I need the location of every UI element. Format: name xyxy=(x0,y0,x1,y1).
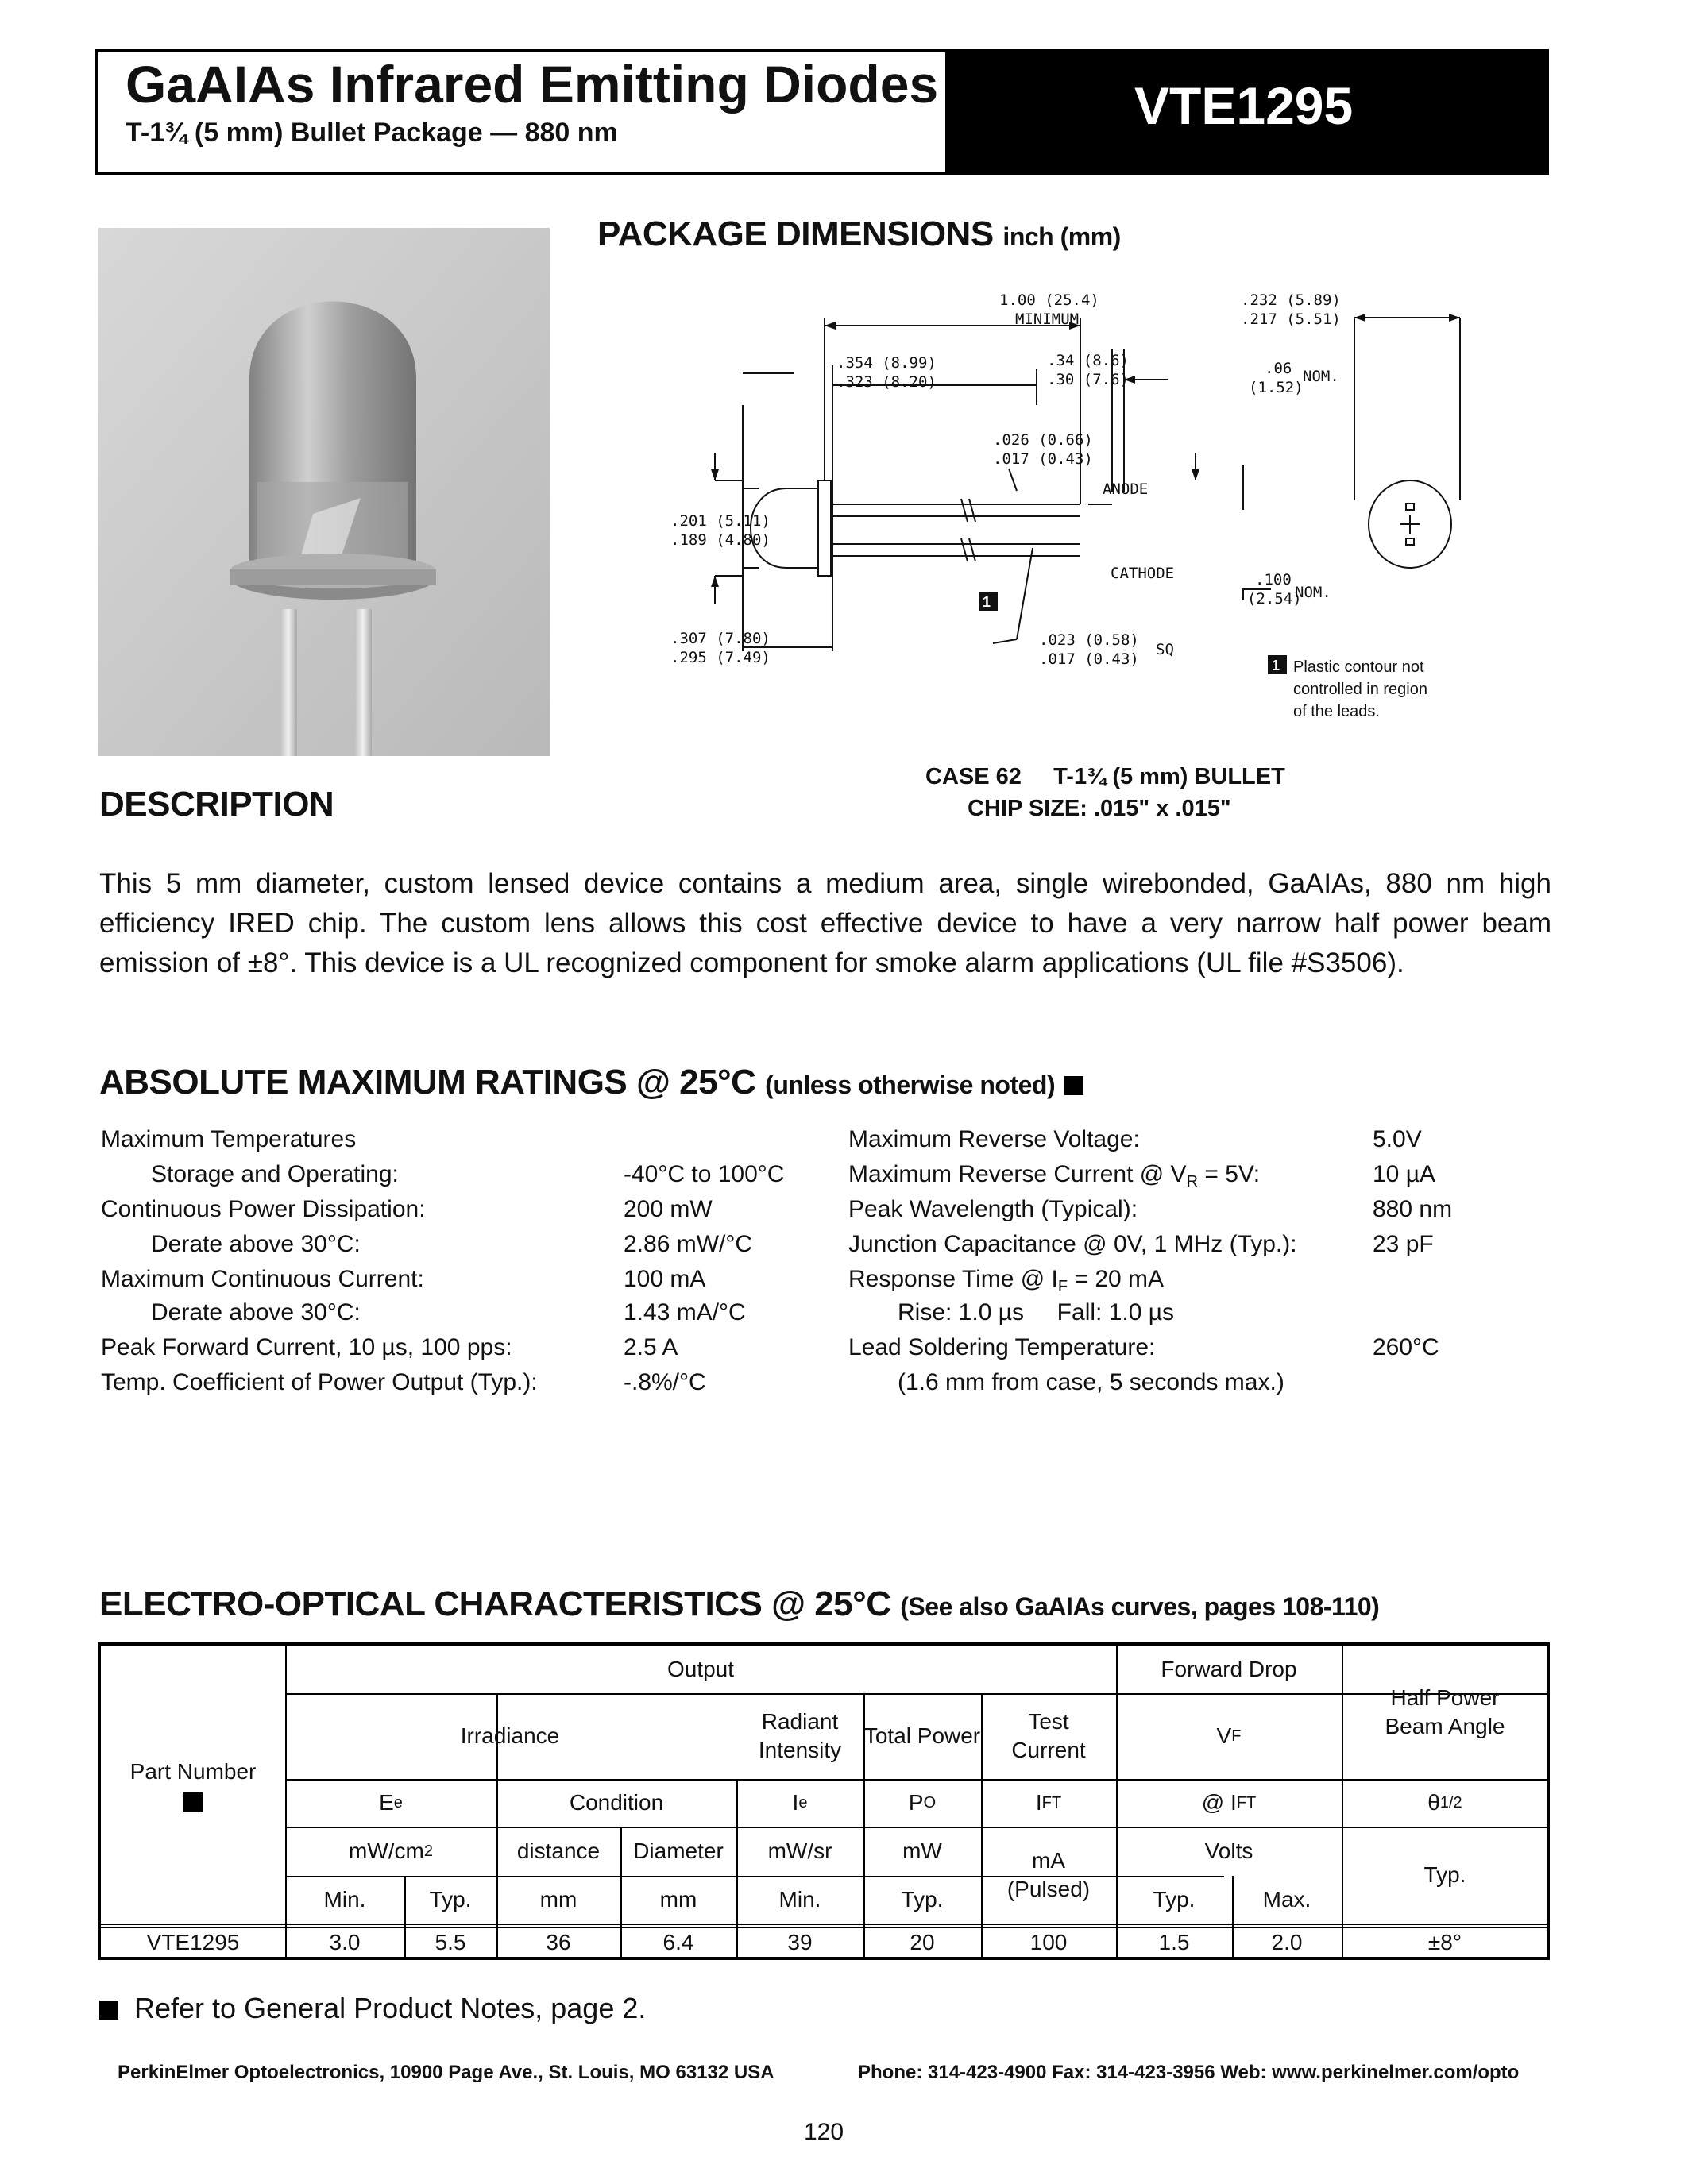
ee-text: E xyxy=(379,1790,394,1815)
rating-label-text: Maximum Reverse Current @ V xyxy=(848,1161,1187,1187)
vf-max-header: Max. xyxy=(1262,1887,1311,1912)
vf-header xyxy=(1116,1693,1342,1779)
dim-sq: SQ xyxy=(1156,641,1174,658)
dim-pitch-mm: (2.54) xyxy=(1247,590,1302,608)
dim-mid-min: .30 (7.6) xyxy=(1047,371,1129,388)
rating-label: Maximum Continuous Current: xyxy=(101,1266,424,1292)
general-notes-text: Refer to General Product Notes, page 2. xyxy=(134,1992,647,2024)
package-dimensions-heading xyxy=(597,214,1121,254)
dim-lead-length: 1.00 (25.4) xyxy=(999,291,1099,309)
dim-flange-dia-max: .307 (7.80) xyxy=(670,630,771,647)
at-ift-sub: FT xyxy=(1236,1794,1257,1812)
rating-label-text: Response Time @ I xyxy=(848,1266,1058,1292)
radiant-intensity-header: Radiant Intensity xyxy=(758,1709,842,1762)
note-square-icon xyxy=(99,2001,118,2020)
rating-label: Peak Wavelength (Typical): xyxy=(848,1196,1138,1222)
unit-intensity: mW/sr xyxy=(767,1839,832,1863)
description-text: This 5 mm diameter, custom lensed device contains a medium area, single wirebonded, GaAIAs, 880 nm high efficiency IRED chip. The custom lens allows this cost effective device to have a very narrow half power beam emission of ±8°. This device is a UL recognized component for smoke alarm applications (UL file #S3506). xyxy=(99,868,1551,978)
test-current-header: Test Current xyxy=(1011,1709,1086,1762)
irradiance-header: Irradiance xyxy=(460,1723,560,1748)
ee-typ-header: Typ. xyxy=(429,1887,472,1912)
vf-text: V xyxy=(1216,1723,1232,1748)
unit-power: mW xyxy=(902,1839,942,1863)
dim-flange-dia-min: .295 (7.49) xyxy=(670,649,771,666)
rating-label xyxy=(848,1266,1164,1296)
rating-label: Derate above 30°C: xyxy=(151,1231,361,1257)
at-ift-text: @ I xyxy=(1201,1790,1237,1815)
theta-text: θ xyxy=(1427,1790,1440,1815)
rating-label: Rise: 1.0 µs Fall: 1.0 µs xyxy=(898,1299,1175,1325)
note-square-icon xyxy=(183,1792,203,1812)
rating-value: 880 nm xyxy=(1373,1196,1453,1222)
electro-optical-table xyxy=(98,1642,1550,1960)
dim-lead-sq-min: .017 (0.43) xyxy=(1039,650,1139,668)
dim-diameter-max: .232 (5.89) xyxy=(1241,291,1341,309)
theta-symbol xyxy=(1342,1779,1548,1827)
ift-text: I xyxy=(1035,1790,1042,1815)
package-heading-units: inch (mm) xyxy=(1002,222,1121,251)
diameter-header: Diameter xyxy=(633,1839,724,1863)
footer-contact: Phone: 314-423-4900 Fax: 314-423-3956 Web: www.perkinelmer.com/opto xyxy=(858,2062,1520,2083)
unit-irradiance-text: mW/cm xyxy=(349,1839,424,1863)
dim-lead-width-min: .017 (0.43) xyxy=(993,450,1093,468)
rating-value: 2.86 mW/°C xyxy=(624,1231,753,1257)
rating-label xyxy=(848,1161,1260,1191)
rating-value: 2.5 A xyxy=(624,1334,678,1360)
label-anode: ANODE xyxy=(1103,480,1149,498)
ift-symbol xyxy=(981,1779,1116,1827)
page-subtitle: T-1¾ (5 mm) Bullet Package — 880 nm xyxy=(126,118,618,148)
ratings-heading xyxy=(99,1063,1083,1102)
note-line-1: Plastic contour not xyxy=(1293,658,1424,676)
header-part-number: VTE1295 xyxy=(1134,76,1354,135)
rating-label: Lead Soldering Temperature: xyxy=(848,1334,1156,1360)
rating-label-sub: F xyxy=(1057,1278,1068,1295)
ee-sub: e xyxy=(393,1794,403,1812)
unit-irradiance-sup: 2 xyxy=(423,1843,433,1860)
unit-pulsed: (Pulsed) xyxy=(1006,1877,1091,1901)
dim-lens-min: .189 (4.80) xyxy=(670,531,771,549)
dim-diameter-min: .217 (5.51) xyxy=(1241,311,1341,328)
half-power-header: Half Power Beam Angle xyxy=(1385,1685,1505,1738)
angle-typ-header: Typ. xyxy=(1423,1862,1466,1887)
package-heading-text: PACKAGE DIMENSIONS xyxy=(597,214,994,253)
table-cell-diameter: 6.4 xyxy=(662,1930,694,1954)
rating-label: (1.6 mm from case, 5 seconds max.) xyxy=(898,1369,1284,1395)
rating-value: 23 pF xyxy=(1373,1231,1434,1257)
rating-value: 1.43 mA/°C xyxy=(624,1299,746,1325)
footer-address: PerkinElmer Optoelectronics, 10900 Page Ave., St. Louis, MO 63132 USA xyxy=(118,2062,774,2083)
table-cell-ee-typ: 5.5 xyxy=(435,1930,466,1954)
table-row-part: VTE1295 xyxy=(146,1930,240,1954)
rating-label: Storage and Operating: xyxy=(151,1161,399,1187)
electro-optical-heading xyxy=(99,1584,1379,1624)
rating-value: -40°C to 100°C xyxy=(624,1161,785,1187)
dim-flange-thickness-mm: (1.52) xyxy=(1249,379,1304,396)
ie-sub: e xyxy=(798,1794,808,1812)
ie-min-header: Min. xyxy=(778,1887,821,1912)
ift-sub: FT xyxy=(1041,1794,1062,1812)
table-cell-ie-min: 39 xyxy=(787,1930,813,1954)
dim-body-length-min: .323 (8.20) xyxy=(836,373,937,391)
dim-nom-1: NOM. xyxy=(1303,368,1339,385)
ratings-heading-text: ABSOLUTE MAXIMUM RATINGS @ 25°C xyxy=(99,1063,756,1102)
theta-sub: 1/2 xyxy=(1439,1794,1462,1812)
note-marker-1: 1 xyxy=(1272,658,1280,673)
general-notes-reference xyxy=(99,1992,646,2025)
table-cell-angle: ±8° xyxy=(1427,1930,1462,1954)
part-number-header xyxy=(101,1646,285,1924)
product-photo xyxy=(98,228,550,756)
rating-label: Junction Capacitance @ 0V, 1 MHz (Typ.): xyxy=(848,1231,1297,1257)
rating-label-sub: R xyxy=(1186,1173,1199,1190)
at-ift-symbol xyxy=(1116,1779,1342,1827)
rating-label: Temp. Coefficient of Power Output (Typ.): xyxy=(101,1369,538,1395)
unit-ma: mA xyxy=(1032,1848,1065,1873)
chip-size-label: CHIP SIZE: .015" x .015" xyxy=(968,796,1231,821)
note-line-2: controlled in region xyxy=(1293,681,1427,698)
diameter-unit: mm xyxy=(659,1887,697,1912)
rating-value: 10 µA xyxy=(1373,1161,1435,1187)
po-symbol xyxy=(863,1779,981,1827)
vf-sub: F xyxy=(1231,1727,1242,1745)
distance-header: distance xyxy=(516,1839,601,1863)
rating-value: 200 mW xyxy=(624,1196,713,1222)
dim-mid-max: .34 (8.6) xyxy=(1047,352,1129,369)
rating-value: 5.0V xyxy=(1373,1126,1422,1152)
forward-drop-header: Forward Drop xyxy=(1161,1657,1297,1681)
part-number-header-text: Part Number xyxy=(129,1759,257,1784)
dim-lead-width-max: .026 (0.66) xyxy=(993,431,1093,449)
unit-irradiance xyxy=(285,1827,496,1876)
rating-label: Derate above 30°C: xyxy=(151,1299,361,1325)
rating-value: 100 mA xyxy=(624,1266,706,1292)
condition-header: Condition xyxy=(569,1790,664,1815)
table-cell-distance: 36 xyxy=(546,1930,571,1954)
rating-label-text: = 5V: xyxy=(1198,1161,1261,1187)
dim-body-length-max: .354 (8.99) xyxy=(836,354,937,372)
dim-nom-2: NOM. xyxy=(1295,584,1331,601)
output-header: Output xyxy=(666,1657,735,1681)
dim-lead-sq-max: .023 (0.58) xyxy=(1039,631,1139,649)
unit-volts: Volts xyxy=(1204,1839,1253,1863)
eo-heading-text: ELECTRO-OPTICAL CHARACTERISTICS @ 25°C xyxy=(99,1584,891,1623)
ratings-heading-note: (unless otherwise noted) xyxy=(765,1071,1056,1099)
dim-lens-max: .201 (5.11) xyxy=(670,512,771,530)
ee-min-header: Min. xyxy=(323,1887,366,1912)
vf-typ-header: Typ. xyxy=(1153,1887,1196,1912)
unit-test-current xyxy=(981,1827,1116,1924)
rating-value: -.8%/°C xyxy=(624,1369,706,1395)
case-label: CASE 62 T-1¾ (5 mm) BULLET xyxy=(925,764,1285,789)
description-heading: DESCRIPTION xyxy=(99,785,334,824)
table-cell-ift: 100 xyxy=(1029,1930,1068,1954)
table-cell-ee-min: 3.0 xyxy=(329,1930,361,1954)
ee-symbol xyxy=(285,1779,496,1827)
dim-flange-thickness: .06 xyxy=(1265,360,1292,377)
page-number: 120 xyxy=(804,2119,844,2145)
table-cell-vf-max: 2.0 xyxy=(1271,1930,1303,1954)
rating-label-text: = 20 mA xyxy=(1068,1266,1165,1292)
rating-label: Maximum Temperatures xyxy=(101,1126,357,1152)
eo-heading-note: (See also GaAIAs curves, pages 108-110) xyxy=(900,1592,1380,1621)
total-power-header: Total Power xyxy=(863,1723,981,1748)
po-text: P xyxy=(908,1790,924,1815)
marker-1: 1 xyxy=(983,594,991,610)
po-typ-header: Typ. xyxy=(901,1887,944,1912)
rating-label: Continuous Power Dissipation: xyxy=(101,1196,426,1222)
dim-pitch: .100 xyxy=(1255,571,1292,588)
po-sub: O xyxy=(923,1794,937,1812)
rating-value: 260°C xyxy=(1373,1334,1439,1360)
ie-symbol xyxy=(736,1779,863,1827)
table-cell-vf-typ: 1.5 xyxy=(1158,1930,1190,1954)
note-square-icon xyxy=(1064,1076,1083,1095)
page-title: GaAIAs Infrared Emitting Diodes xyxy=(126,55,939,114)
note-line-3: of the leads. xyxy=(1293,703,1380,720)
package-drawing xyxy=(667,286,1493,747)
table-cell-po-typ: 20 xyxy=(910,1930,935,1954)
ie-text: I xyxy=(792,1790,799,1815)
rating-label: Maximum Reverse Voltage: xyxy=(848,1126,1140,1152)
rating-label: Peak Forward Current, 10 µs, 100 pps: xyxy=(101,1334,512,1360)
label-cathode: CATHODE xyxy=(1111,565,1175,582)
dim-lead-minimum: MINIMUM xyxy=(1015,311,1080,328)
distance-unit: mm xyxy=(539,1887,577,1912)
